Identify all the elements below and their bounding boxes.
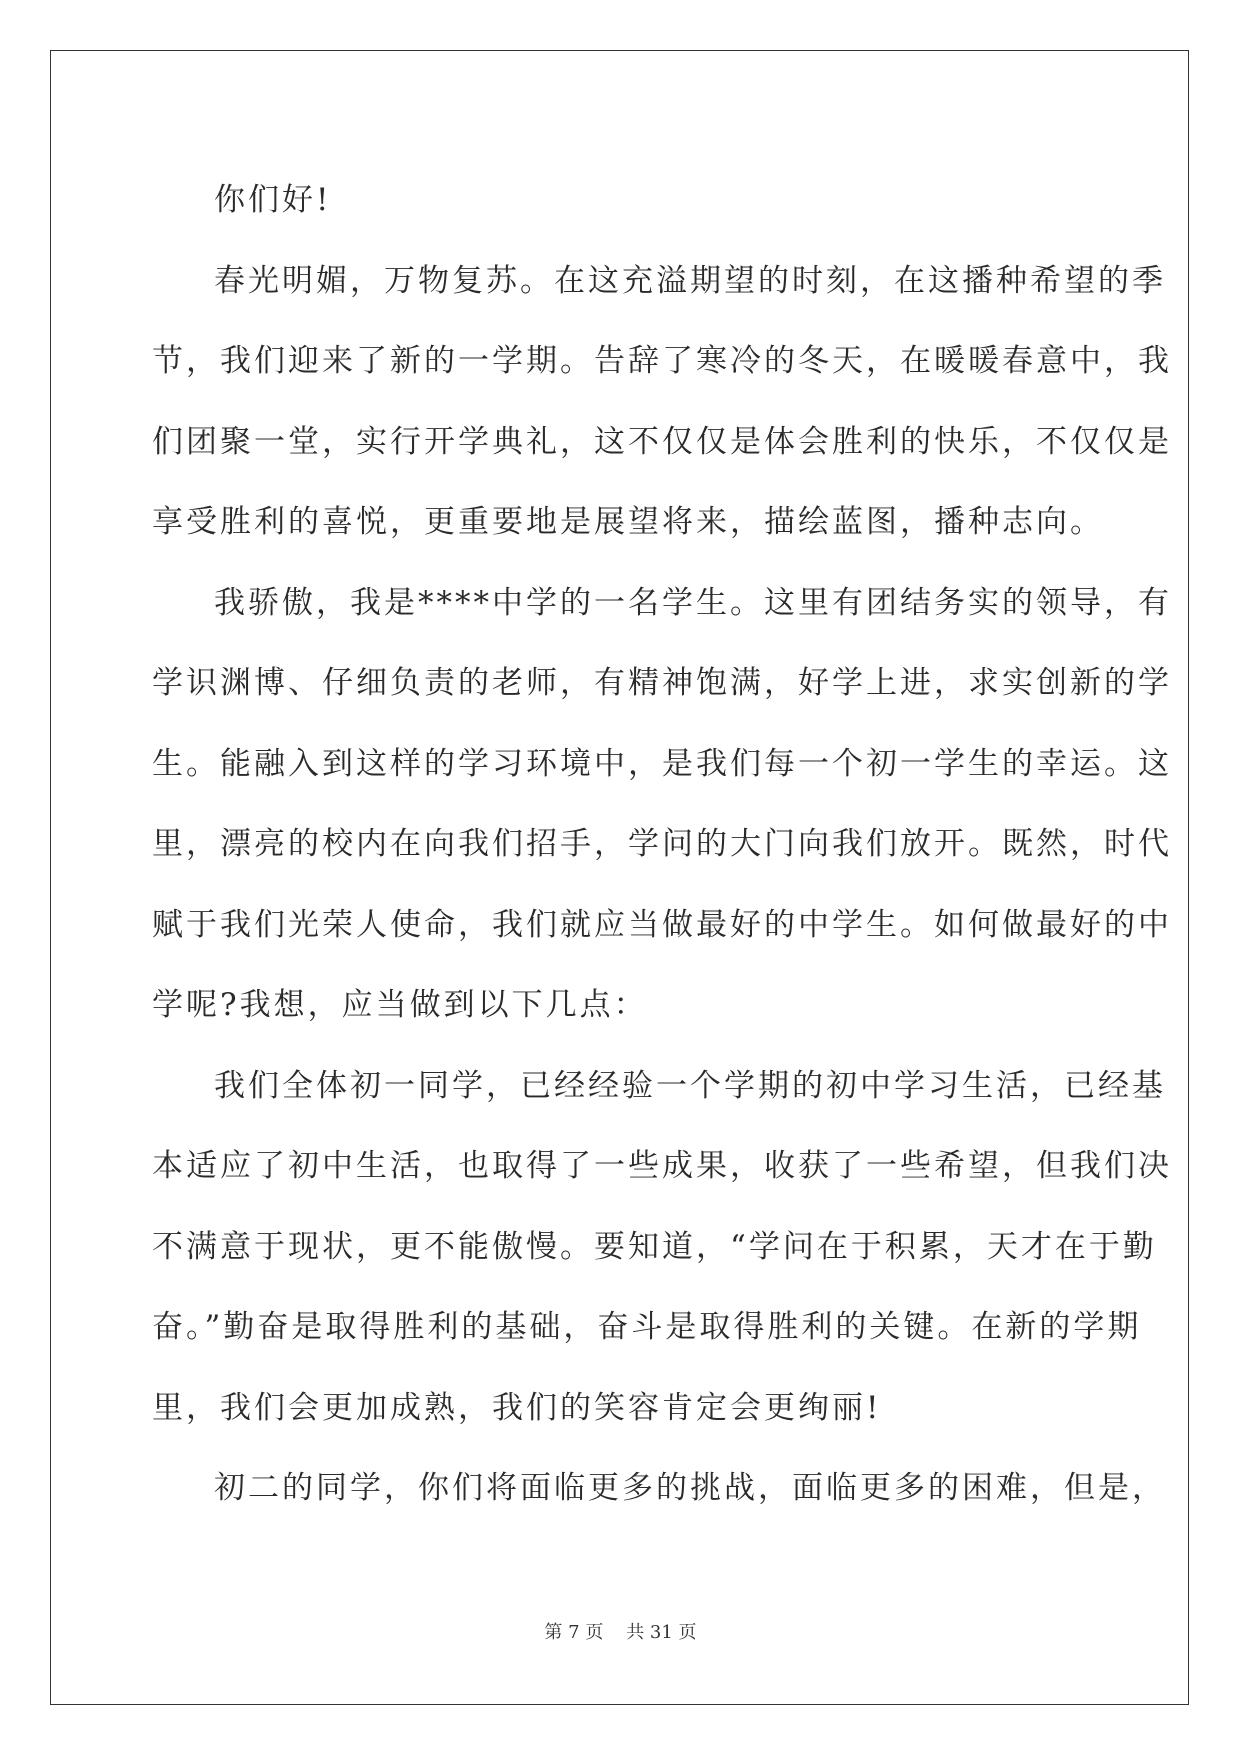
text-line: 节，我们迎来了新的一学期。告辞了寒冷的冬天，在暖暖春意中，我 <box>152 343 1172 379</box>
document-body <box>152 160 1172 1529</box>
text-line: 初二的同学，你们将面临更多的挑战，面临更多的困难，但是， <box>214 1470 1166 1506</box>
text-line: 生。能融入到这样的学习环境中，是我们每一个初一学生的幸运。这 <box>152 745 1172 782</box>
text-line: 不满意于现状，更不能傲慢。要知道，“学问在于积累，天才在于勤 <box>152 1228 1157 1265</box>
text-line: 学呢?我想，应当做到以下几点： <box>152 987 648 1023</box>
text-line: 我们全体初一同学，已经经验一个学期的初中学习生活，已经基 <box>214 1067 1166 1104</box>
text-line: 奋。”勤奋是取得胜利的基础，奋斗是取得胜利的关键。在新的学期 <box>152 1309 1142 1345</box>
text-line: 里，漂亮的校内在向我们招手，学问的大门向我们放开。既然，时代 <box>152 826 1172 862</box>
text-line: 们团聚一堂，实行开学典礼，这不仅仅是体会胜利的快乐，不仅仅是 <box>152 423 1172 460</box>
text-line: 我骄傲，我是****中学的一名学生。这里有团结务实的领导，有 <box>214 584 1172 621</box>
text-line: 本适应了初中生活，也取得了一些成果，收获了一些希望，但我们决 <box>152 1148 1172 1184</box>
page-number: 第 7 页 共 31 页 <box>544 1622 697 1643</box>
text-line: 你们好! <box>214 182 332 218</box>
text-line: 享受胜利的喜悦，更重要地是展望将来，描绘蓝图，播种志向。 <box>152 504 1104 540</box>
text-line: 学识渊博、仔细负责的老师，有精神饱满，好学上进，求实创新的学 <box>152 665 1172 701</box>
text-line: 赋于我们光荣人使命，我们就应当做最好的中学生。如何做最好的中 <box>152 906 1172 943</box>
text-line: 春光明媚，万物复苏。在这充溢期望的时刻，在这播种希望的季 <box>214 262 1166 299</box>
text-line: 里，我们会更加成熟，我们的笑容肯定会更绚丽! <box>152 1389 882 1426</box>
